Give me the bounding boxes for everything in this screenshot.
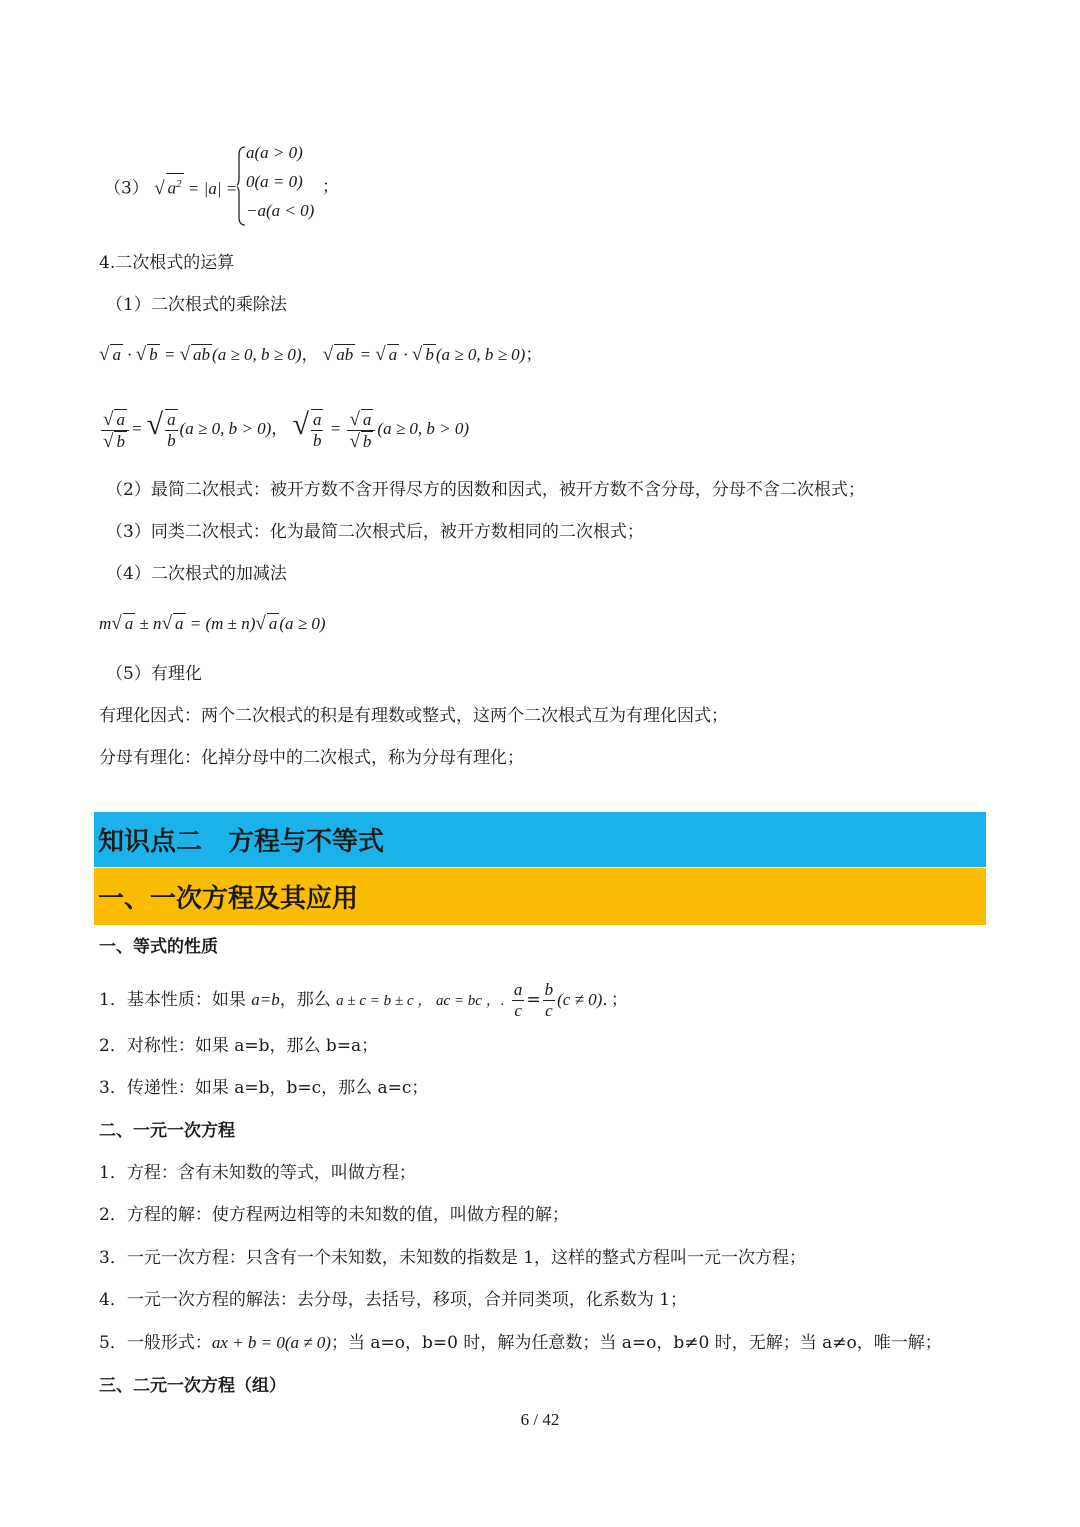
chapter-band	[94, 868, 986, 925]
knowledge-point-band	[94, 812, 986, 867]
linear-item-5	[99, 1331, 942, 1355]
chapter-title: 一、一次方程及其应用	[98, 884, 359, 914]
basic-property-end: ．；	[602, 990, 628, 1010]
linear-item-2: 2．方程的解：使方程两边相等的未知数的值，叫做方程的解；	[99, 1205, 569, 1225]
like-radicals: （3）同类二次根式：化为最简二次根式后，被开方数相同的二次根式；	[106, 522, 644, 542]
div-formula: $\frac{√ a}{√ b}$ = √ $\frac{a}{b}$ (a ≥ 0, b > 0)， √ $\frac{a}{b}$ = $\frac{√ a}{√ b}$ (a ≥ 0, b > 0)	[103, 408, 470, 452]
simplest-radical: （2）最简二次根式：被开方数不含开得尽方的因数和因式，被开方数不含分母，分母不含二次根式；	[106, 480, 865, 500]
linear-item-5-rest: ；当 a=o，b=0 时，解为任意数；当 a=o，b≠0 时，无解；当 a≠o，唯一解；	[330, 1333, 942, 1353]
abs-end: ；	[322, 177, 339, 197]
subsection-add-sub: （4）二次根式的加减法	[106, 564, 287, 584]
add-sub-formula: m√ a ± n√ a = (m ± n)√ a (a ≥ 0)	[99, 613, 326, 634]
basic-property-mid: ，那么	[279, 990, 337, 1010]
symmetric-property: 2．对称性：如果 a=b，那么 b=a；	[99, 1036, 379, 1056]
linear-item-1: 1．方程：含有未知数的等式，叫做方程；	[99, 1163, 416, 1183]
rationalizing-factor: 有理化因式：两个二次根式的积是有理数或整式，这两个二次根式互为有理化因式；	[99, 706, 728, 726]
fraction-b-c: $\frac{b}{c}$	[544, 980, 554, 1020]
linear-equation-heading: 二、一元一次方程	[99, 1121, 235, 1141]
denominator-rationalize: 分母有理化：化掉分母中的二次根式，称为分母有理化；	[99, 748, 524, 768]
basic-property-formula: a ± c = b ± c ， ac = bc ，.	[336, 993, 505, 1009]
basic-property-cond: a=b	[251, 990, 280, 1009]
linear-item-4: 4．一元一次方程的解法：去分母，去括号，移项，合并同类项，化系数为 1；	[99, 1290, 688, 1310]
linear-item-5-prefix: 5．一般形式：	[99, 1333, 212, 1353]
linear-item-3: 3．一元一次方程：只含有一个未知数，未知数的指数是 1，这样的整式方程叫一元一次方程；	[99, 1248, 807, 1268]
abs-formula	[104, 173, 237, 201]
transitive-property: 3．传递性：如果 a=b，b=c，那么 a=c；	[99, 1078, 429, 1098]
basic-property: 1．基本性质：如果 a=b，那么 a ± c = b ± c ， ac = bc ，. $\frac{a}{c}$ = $\frac{b}{c}$ (c ≠ 0)．；	[99, 980, 628, 1020]
system-heading: 三、二元一次方程（组）	[99, 1376, 286, 1396]
basic-property-prefix: 1．基本性质：如果	[99, 990, 252, 1010]
abs-lhs: √ $a^2 = |a|$ =	[154, 179, 237, 198]
subsection-rationalize: （5）有理化	[106, 664, 202, 684]
mul-formula: √ a · √ b = √ ab (a ≥ 0, b ≥ 0)， √ ab = √ a · √ b (a ≥ 0, b ≥ 0)；	[99, 344, 543, 365]
case-zero: 0(a = 0)	[246, 172, 303, 191]
abs-label: （3）	[104, 178, 149, 199]
case-positive: a(a > 0)	[246, 143, 303, 162]
fraction-a-c: $\frac{a}{c}$	[513, 980, 523, 1020]
knowledge-point-title: 知识点二 方程与不等式	[98, 827, 385, 857]
subsection-mul-div: （1）二次根式的乘除法	[106, 295, 287, 315]
equality-props-heading: 一、等式的性质	[99, 937, 218, 957]
section-4-title: 4.二次根式的运算	[99, 253, 235, 273]
page-number: 6 / 42	[520, 1410, 560, 1429]
linear-item-5-formula: ax + b = 0(a ≠ 0)	[211, 1333, 331, 1352]
case-negative: −a(a < 0)	[246, 201, 315, 220]
